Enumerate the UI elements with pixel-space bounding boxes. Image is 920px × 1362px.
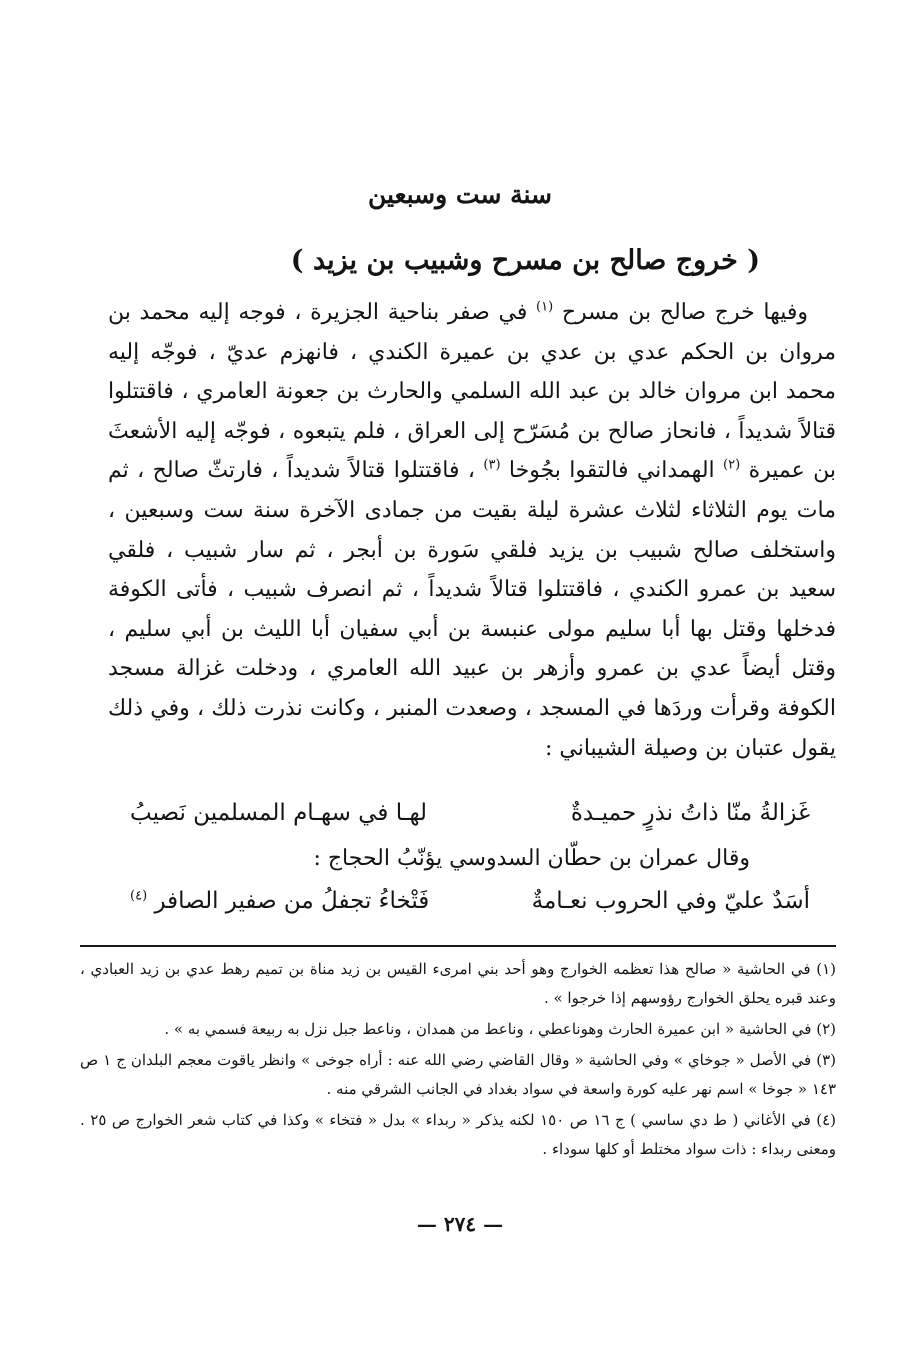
body-text-part-2: في صفر بناحية الجزيرة ، فوجه إليه محمد بن مروان بن الحكم عدي بن عدي بن عميرة الكندي ، فانهزم عديّ ، فوجّه إليه محمد ابن مروان خالد بن عبد الله السلمي والحارث بن جعونة العامري ، فاقتتلوا قتالاً شديداً ، فانحاز صالح بن مُسَرّح إلى العراق ، فلم يتبعوه ، فوجّه إليه الأشعثَ بن عميرة [108,300,836,484]
verse-1-first-hemistich: غَزالةُ منّا ذاتُ نذرٍ حميـدةٌ [570,800,810,826]
footnote-1 [80,955,836,1013]
body-text-part-3: الهمداني فالتقوا بجُوخا [508,458,715,484]
verse-line-1 [130,794,810,832]
footnote-3 [80,1046,836,1104]
footnote-ref-3: (٣) [483,458,501,474]
footnote-1-line-1: (١) في الحاشية « صالح هذا تعظمه الخوارج وهو أحد بني امرىء القيس بن زيد مناة بن تميم رهط عدي بن [164,960,836,978]
footnotes [80,955,836,1164]
verse-2-second-hemistich-wrap [130,882,429,920]
year-title: سنة ست وسبعين [368,180,552,209]
footnote-4-line-1: (٤) في الأغاني ( ط دي ساسي ) ج ١٦ ص ١٥٠ لكنه يذكر « ربداء » بدل « فتخاء » وكذا في كتاب شعر [188,1111,837,1129]
paragraph-text [108,293,836,768]
footnote-divider [80,945,836,947]
footnote-ref-2: (٢) [723,458,741,474]
verse-1-second-hemistich: لهـا في سهـام المسلمين نَصيبُ [130,800,428,826]
body-text-part-4: ، فاقتتلوا قتالاً شديداً ، فارتثّ صالح ، ثم مات يوم الثلاثاء لثلاث عشرة ليلة بقيت من جمادى الآخرة سنة ست وسبعين ، واستخلف صالح شبيب بن يزيد فلقي سَورة بن أبجر ، ثم سار شبيب ، فلقي سعيد بن عمرو الكندي ، فاقتتلوا قتالاً شديداً ، ثم انصرف شبيب ، فأتى الكوفة فدخلها وقتل بها أبا سليم مولى عنبسة بن أبي سفيان أبا الليث بن أبي سليم ، وقتل أيضاً عدي بن عمرو وأزهر بن عبيد الله العامري ، ودخلت غزالة مسجد الكوفة وقرأت وردَها في المسجد ، وصعدت المنبر ، وكانت نذرت ذلك ، وفي ذلك يقول عتبان بن وصيلة الشيباني : [108,458,836,761]
body-text-part-1: وفيها خرج صالح بن مسرح [561,300,808,325]
body-paragraph [108,293,836,768]
verse-2-second-hemistich: فَتْخاءُ تجفلُ من صفير الصافر [154,888,430,914]
footnote-ref-4: (٤) [130,888,148,904]
footnote-3-line-2: البلدان ج ١ ص ١٤٣ « جوخا » اسم نهر عليه كورة واسعة في سواد بغداد في الجانب الشرقي منه . [80,1051,836,1098]
page-number: — ٢٧٤ — [416,1212,504,1236]
footnote-1-line-2: زيد العبادي ، وعند قبره يحلق الخوارج رؤوسهم إذا خرجوا » . [80,960,836,1007]
verse-line-2 [130,882,810,920]
footnote-2: (٢) في الحاشية « ابن عميرة الحارث وهوناعطي ، وناعط من همدان ، وناعط جبل نزل به ربيعة فسمي به » . [164,1020,836,1038]
footnote-ref-1: (١) [536,299,554,315]
section-heading: ( خروج صالح بن مسرح وشبيب بن يزيد ) [290,245,760,276]
footnote-3-line-1: (٣) في الأصل « جوخاي » وفي الحاشية « وقال القاضي رضي الله عنه : أراه جوخى » وانظر ياقوت معجم [177,1051,836,1069]
footnote-4 [80,1106,836,1164]
verse-2-first-hemistich: أسَدٌ عليّ وفي الحروب نعـامةٌ [531,888,810,914]
verse-2-intro: وقال عمران بن حطّان السدوسي يؤنّبُ الحجاج : [313,846,750,871]
footnote-4-line-2: الخوارج ص ٢٥ . ومعنى ربداء : ذات سواد مختلط أو كلها سوداء . [80,1111,836,1158]
